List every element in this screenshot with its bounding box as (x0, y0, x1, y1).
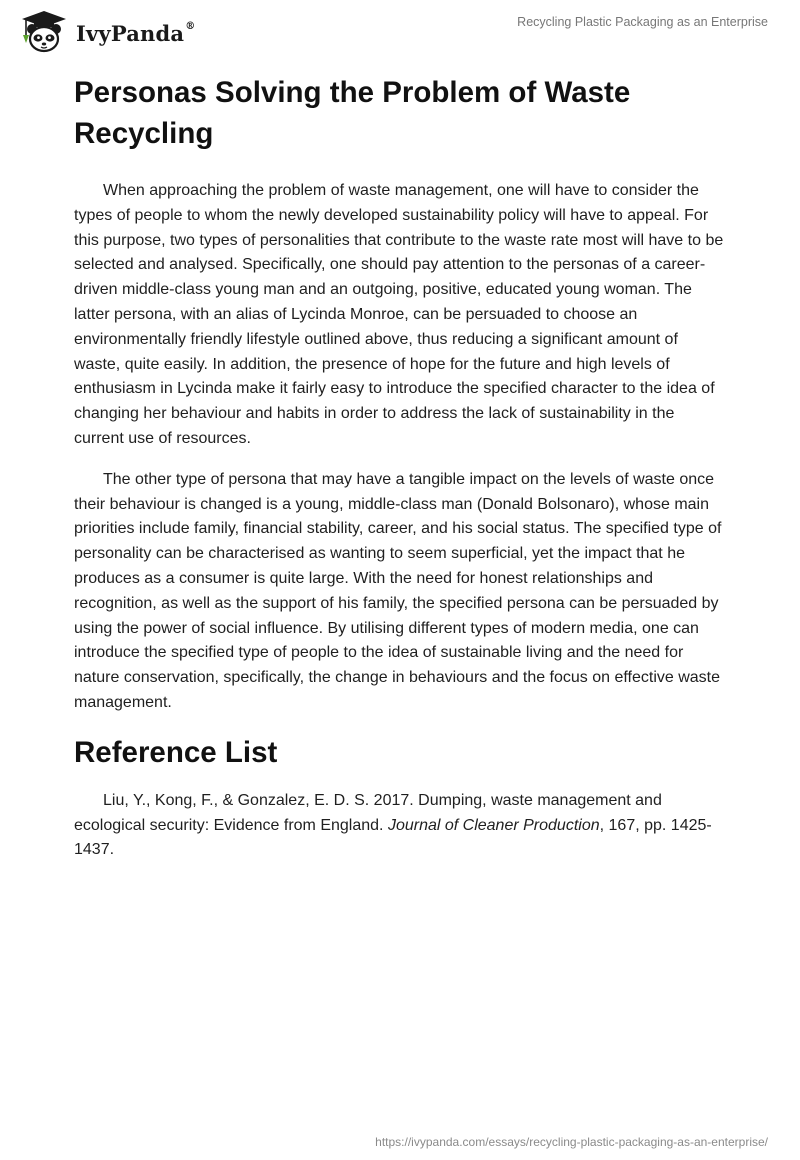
source-url[interactable]: https://ivypanda.com/essays/recycling-plastic-packaging-as-an-enterprise/ (375, 1135, 768, 1149)
reference-list-heading: Reference List (74, 735, 278, 769)
running-title: Recycling Plastic Packaging as an Enterprise (517, 15, 768, 29)
reference-item (74, 789, 724, 863)
page-header (0, 0, 800, 60)
section-title: Personas Solving the Problem of Waste Recycling (74, 76, 631, 150)
body-paragraph-1: When approaching the problem of waste management, one will have to consider the types of people to whom the newly developed sustainability policy will have to appeal. For this purpose, two types of personalities that contribute to the waste rate most will have to be selected and analysed. Specifically, one should pay attention to the personas of a career-driven middle-class young man and an outgoing, positive, educated young woman. The latter persona, with an alias of Lycinda Monroe, can be persuaded to choose an environmentally friendly lifestyle outlined above, thus reducing a significant amount of waste, quite easily. In addition, the presence of hope for the future and high levels of enthusiasm in Lycinda make it fairly easy to introduce the specified character to the idea of changing her behaviour and habits in order to address the lack of sustainability in the current use of resources. (74, 182, 724, 447)
registered-mark: ® (185, 20, 196, 32)
essay-content (74, 72, 724, 879)
reference-journal: Journal of Cleaner Production (387, 816, 600, 834)
brand-name-text: IvyPanda (76, 20, 185, 46)
reference-volume-pages: , 167, pp. 1425-1437. (74, 816, 712, 859)
panda-graduate-icon (14, 9, 74, 55)
ivypanda-logo[interactable] (14, 9, 195, 55)
body-paragraph-2: The other type of persona that may have a tangible impact on the levels of waste once their behaviour is changed is a young, middle-class man (Donald Bolsonaro), whose main priorities include family, financial stability, career, and his social status. The specified type of personality can be characterised as wanting to seem superficial, yet the impact that he produces as a consumer is quite large. With the need for honest relationships and recognition, as well as the support of his family, the specified persona can be persuaded by using the power of social influence. By utilising different types of modern media, one can introduce the specified type of people to the idea of sustainable living and the need for nature conservation, specifically, the change in behaviours and the focus on effective waste management. (74, 470, 722, 711)
brand-name (76, 21, 195, 46)
reference-authors-title: Liu, Y., Kong, F., & Gonzalez, E. D. S. 2017. Dumping, waste management and ecological security: Evidence from England. (74, 791, 662, 834)
